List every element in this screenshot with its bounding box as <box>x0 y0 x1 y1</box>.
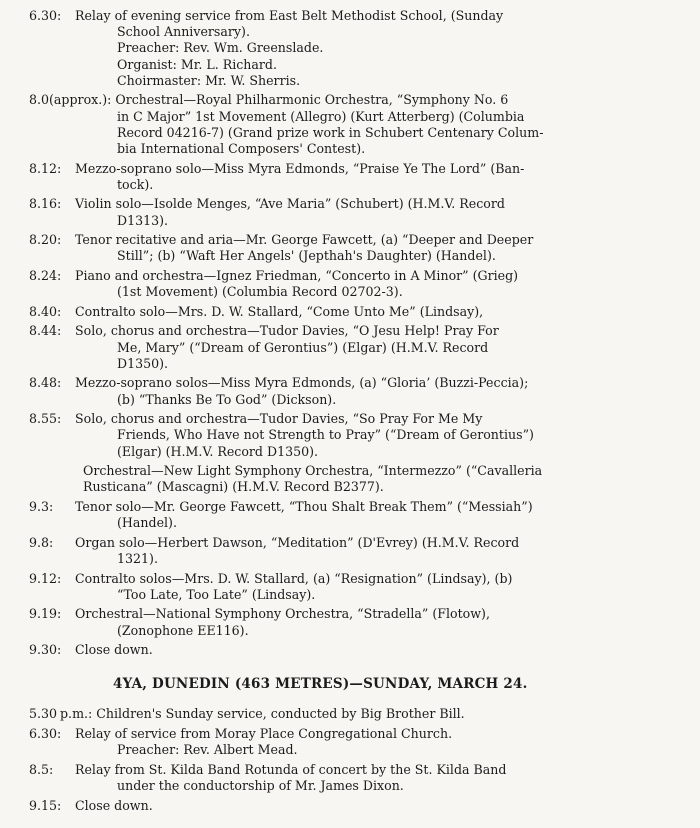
entry-line: 1321). <box>117 550 158 566</box>
entry-line: (1st Movement) (Columbia Record 02702-3). <box>117 284 403 300</box>
entry-line: (Handel). <box>117 515 177 531</box>
entry-line: under the conductorship of Mr. James Dixon. <box>117 777 404 793</box>
entry-line: D1350). <box>117 355 169 371</box>
programme-entry <box>0 571 700 603</box>
entry-line: Still”; (b) “Waft Her Angels' (Jepthah's Daughter) (Handel). <box>117 248 496 264</box>
entry-line: Friends, Who Have not Strength to Pray” (“Dream of Gerontius”) <box>117 427 534 443</box>
entry-line: School Anniversary). <box>117 24 250 40</box>
entry-line: (Zonophone EE116). <box>117 622 249 638</box>
programme-entry <box>0 8 700 89</box>
entry-line: Organist: Mr. L. Richard. <box>117 56 277 72</box>
entry-line: Close down. <box>75 642 153 658</box>
entry-time: 8.44: <box>29 323 62 339</box>
entry-line: Orchestral—National Symphony Orchestra, “Stradella” (Flotow), <box>75 606 490 622</box>
programme-page <box>0 8 700 817</box>
programme-entry <box>0 232 700 264</box>
entry-time: 8.5: <box>29 761 54 777</box>
entry-line: (approx.): Orchestral—Royal Philharmonic Orchestra, “Symphony No. 6 <box>49 92 509 108</box>
entry-line: p.m.: Children's Sunday service, conducted by Big Brother Bill. <box>60 706 465 722</box>
entry-line: Mezzo-soprano solos—Miss Myra Edmonds, (a) “Gloria’ (Buzzi-Peccia); <box>75 375 529 391</box>
evening-programme <box>0 8 700 658</box>
entry-time: 6.30: <box>29 8 62 23</box>
programme-entry <box>0 323 700 372</box>
programme-entry <box>0 268 700 300</box>
entry-time: 9.15: <box>29 797 62 813</box>
entry-time: 9.30: <box>29 642 62 658</box>
entry-line: Relay of evening service from East Belt Methodist School, (Sunday <box>75 8 504 23</box>
programme-entry <box>0 375 700 407</box>
entry-time: 8.24: <box>29 268 62 283</box>
entry-line: D1313). <box>117 212 169 228</box>
entry-line: Close down. <box>75 797 153 813</box>
entry-line: Preacher: Rev. Wm. Greenslade. <box>117 40 324 56</box>
entry-line: Record 04216-7) (Grand prize work in Schubert Centenary Colum- <box>117 124 544 140</box>
entry-line: “Too Late, Too Late” (Lindsay). <box>117 586 316 602</box>
entry-line: Mezzo-soprano solo—Miss Myra Edmonds, “Praise Ye The Lord” (Ban- <box>75 160 525 176</box>
entry-time: 8.0 <box>29 92 50 108</box>
programme-entry <box>0 798 700 814</box>
entry-line: Contralto solo—Mrs. D. W. Stallard, “Come Unto Me” (Lindsay), <box>75 303 484 319</box>
programme-entry <box>0 304 700 320</box>
entry-time: 8.55: <box>29 411 62 427</box>
entry-line: Contralto solos—Mrs. D. W. Stallard, (a) “Resignation” (Lindsay), (b) <box>75 570 513 586</box>
entry-time: 9.12: <box>29 570 62 586</box>
entry-line: bia International Composers' Contest). <box>117 141 366 157</box>
programme-entry <box>0 499 700 531</box>
entry-line: (b) “Thanks Be To God” (Dickson). <box>117 391 337 407</box>
programme-entry <box>0 706 700 722</box>
entry-line: (Elgar) (H.M.V. Record D1350). <box>117 443 319 459</box>
entry-time: 8.16: <box>29 196 62 212</box>
station-heading: 4YA, DUNEDIN (463 METRES)—SUNDAY, MARCH 24. <box>113 676 528 693</box>
entry-time: 8.20: <box>29 232 62 248</box>
dunedin-programme <box>0 706 700 813</box>
programme-entry <box>0 606 700 638</box>
entry-time: 9.8: <box>29 534 54 550</box>
programme-entry <box>0 161 700 193</box>
entry-time: 8.40: <box>29 303 62 319</box>
entry-line: Relay from St. Kilda Band Rotunda of concert by the St. Kilda Band <box>75 761 507 777</box>
entry-line: Piano and orchestra—Ignez Friedman, “Concerto in A Minor” (Grieg) <box>75 268 519 283</box>
entry-time: 8.48: <box>29 375 62 391</box>
programme-entry <box>0 642 700 658</box>
programme-entry <box>0 196 700 228</box>
entry-line: Tenor solo—Mr. George Fawcett, “Thou Shalt Break Them” (“Messiah”) <box>75 498 533 514</box>
entry-time: 9.3: <box>29 498 54 514</box>
entry-line: Orchestral—New Light Symphony Orchestra, “Intermezzo” (“Cavalleria <box>83 463 543 479</box>
programme-entry <box>0 92 700 157</box>
entry-line: Violin solo—Isolde Menges, “Ave Maria” (Schubert) (H.M.V. Record <box>75 196 505 212</box>
entry-time: 6.30: <box>29 725 62 741</box>
entry-time: 8.12: <box>29 160 62 176</box>
entry-line: Organ solo—Herbert Dawson, “Meditation” (D'Evrey) (H.M.V. Record <box>75 534 520 550</box>
programme-entry <box>0 411 700 460</box>
programme-entry <box>0 762 700 794</box>
programme-entry <box>0 726 700 758</box>
entry-line: Solo, chorus and orchestra—Tudor Davies, “O Jesu Help! Pray For <box>75 323 499 339</box>
entry-line: Choirmaster: Mr. W. Sherris. <box>117 72 301 88</box>
entry-line: Me, Mary” (“Dream of Gerontius”) (Elgar) (H.M.V. Record <box>117 339 489 355</box>
entry-time: 5.30 <box>29 706 58 722</box>
entry-line: tock). <box>117 176 154 192</box>
entry-time: 9.19: <box>29 606 62 622</box>
entry-line: in C Major” 1st Movement (Allegro) (Kurt Atterberg) (Columbia <box>117 108 525 124</box>
programme-entry <box>0 535 700 567</box>
entry-line: Preacher: Rev. Albert Mead. <box>117 742 298 758</box>
programme-entry <box>0 463 700 495</box>
entry-line: Tenor recitative and aria—Mr. George Fawcett, (a) “Deeper and Deeper <box>75 232 534 248</box>
entry-line: Relay of service from Moray Place Congregational Church. <box>75 725 453 741</box>
entry-line: Solo, chorus and orchestra—Tudor Davies, “So Pray For Me My <box>75 411 483 427</box>
entry-line: Rusticana” (Mascagni) (H.M.V. Record B2377). <box>83 479 384 495</box>
